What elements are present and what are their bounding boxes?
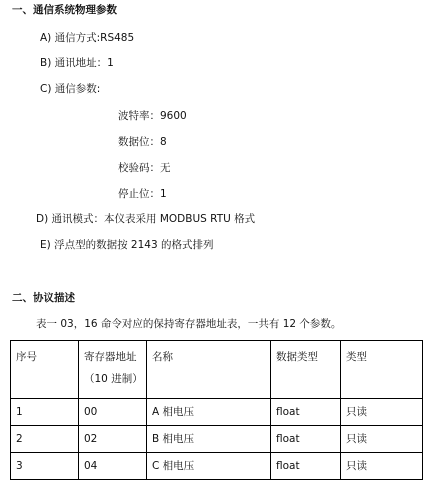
- header-access-type: 类型: [341, 341, 423, 399]
- item-communication-protocol: D) 通讯模式：本仪表采用 MODBUS RTU 格式: [36, 213, 256, 225]
- param-parity: 校验码：无: [118, 162, 171, 174]
- cell-access-type: 只读: [341, 399, 423, 426]
- item-communication-mode: A) 通信方式:RS485: [40, 32, 135, 44]
- header-index: 序号: [11, 341, 79, 399]
- cell-name: B 相电压: [147, 426, 271, 453]
- register-address-table: [10, 340, 423, 480]
- cell-access-type: 只读: [341, 426, 423, 453]
- table-caption: 表一 03，16 命令对应的保持寄存器地址表，一共有 12 个参数。: [36, 318, 342, 330]
- cell-data-type: float: [271, 426, 341, 453]
- table-row: [11, 426, 423, 453]
- header-register-address: 寄存器地址 （10 进制）: [79, 341, 147, 399]
- table-row: [11, 453, 423, 480]
- param-stop-bits: 停止位：1: [118, 188, 167, 200]
- cell-address: 00: [79, 399, 147, 426]
- cell-name: A 相电压: [147, 399, 271, 426]
- cell-data-type: float: [271, 453, 341, 480]
- header-data-type: 数据类型: [271, 341, 341, 399]
- table-header-row: [11, 341, 423, 399]
- cell-address: 02: [79, 426, 147, 453]
- table-row: [11, 399, 423, 426]
- item-communication-params: C) 通信参数:: [40, 83, 101, 95]
- header-name: 名称: [147, 341, 271, 399]
- cell-index: 3: [11, 453, 79, 480]
- param-data-bits: 数据位：8: [118, 136, 167, 148]
- section-2-heading: 二、协议描述: [12, 292, 75, 304]
- cell-index: 1: [11, 399, 79, 426]
- cell-access-type: 只读: [341, 453, 423, 480]
- cell-data-type: float: [271, 399, 341, 426]
- section-1-heading: 一、通信系统物理参数: [12, 4, 117, 16]
- cell-name: C 相电压: [147, 453, 271, 480]
- cell-index: 2: [11, 426, 79, 453]
- item-communication-address: B) 通讯地址：1: [40, 57, 114, 69]
- item-float-byte-order: E) 浮点型的数据按 2143 的格式排列: [40, 239, 214, 251]
- header-register-address-sub: （10 进制）: [84, 373, 143, 385]
- cell-address: 04: [79, 453, 147, 480]
- param-baud-rate: 波特率：9600: [118, 110, 187, 122]
